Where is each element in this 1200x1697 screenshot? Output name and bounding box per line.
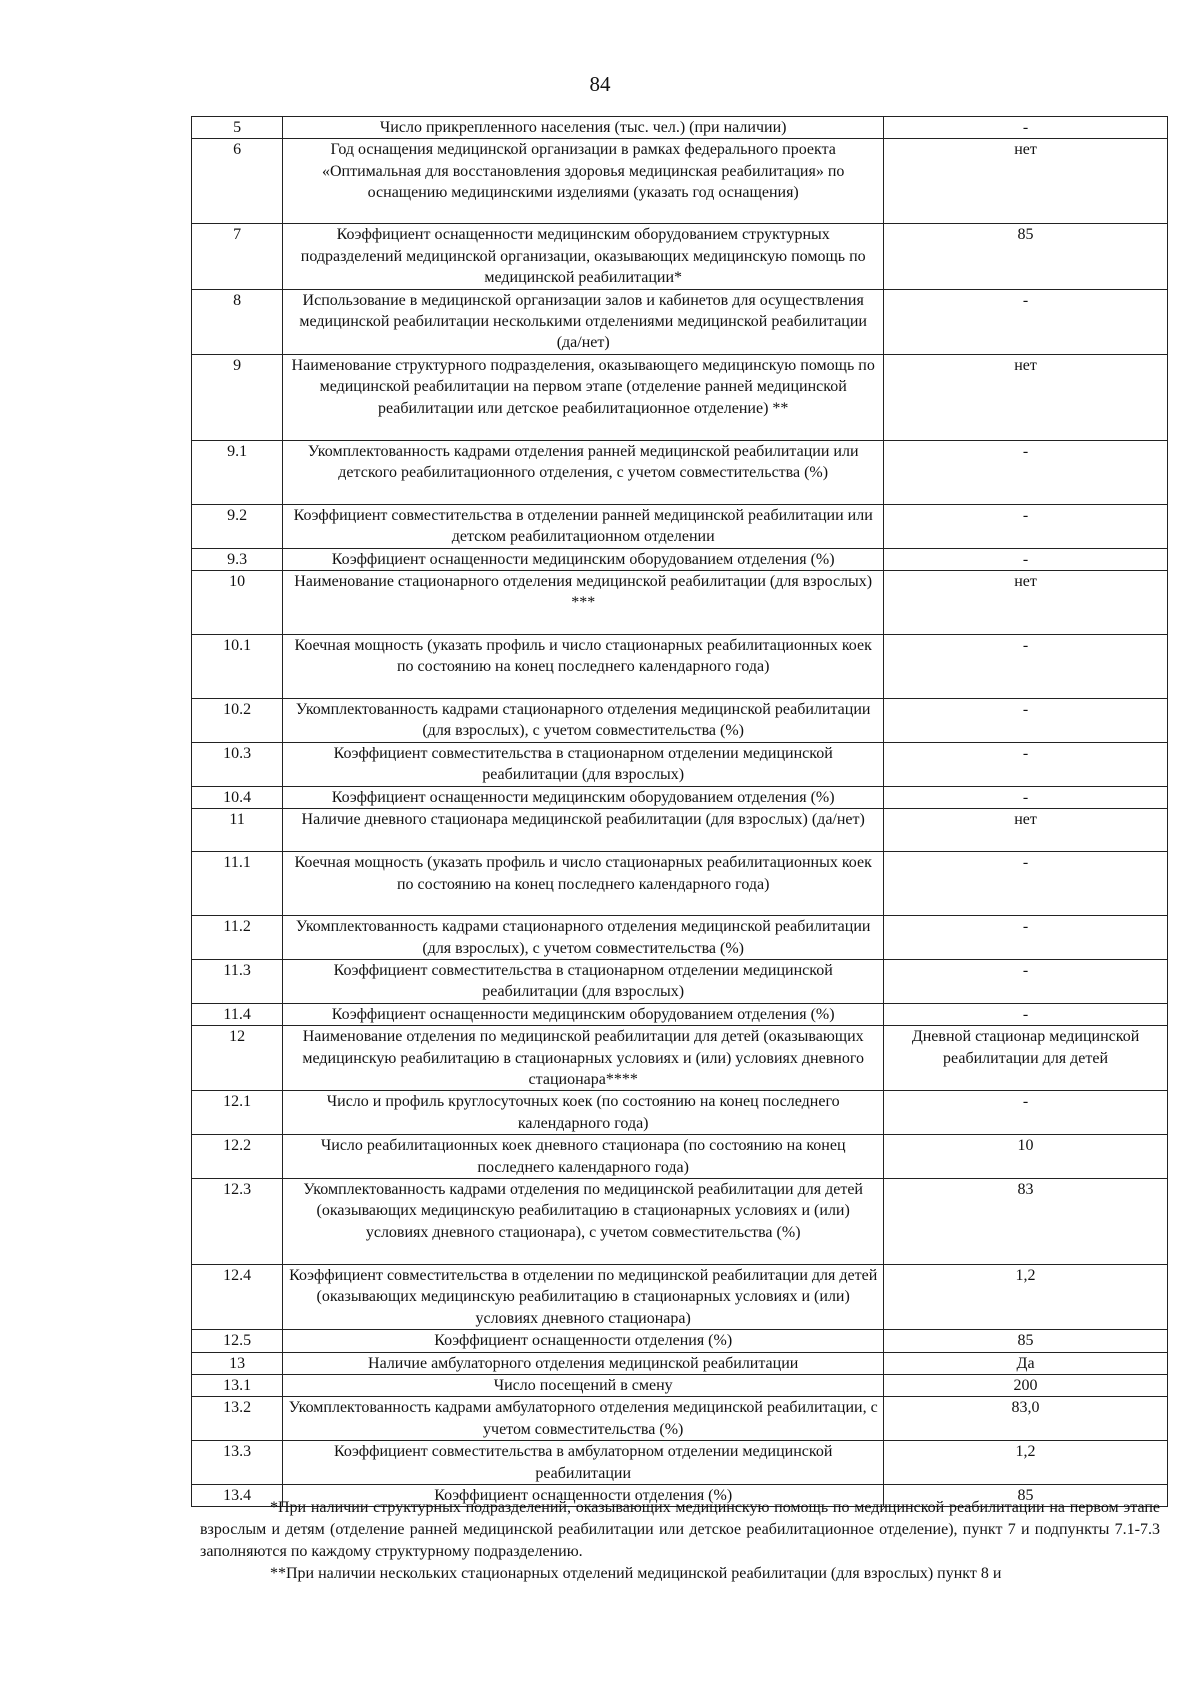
row-description: Коэффициент совместительства в амбулаторном отделении медицинской реабилитации — [283, 1441, 884, 1485]
row-description: Число реабилитационных коек дневного стационара (по состоянию на конец последнего календарного года) — [283, 1135, 884, 1179]
table-row — [192, 1441, 1168, 1485]
footnote-2: **При наличии нескольких стационарных отделений медицинской реабилитации (для взрослых) пункт 8 и — [270, 1565, 1002, 1582]
row-value: 83 — [884, 1178, 1168, 1264]
footnotes — [200, 1497, 1160, 1585]
row-value: - — [884, 635, 1168, 699]
table-row — [192, 289, 1168, 354]
table-row — [192, 1091, 1168, 1135]
row-description: Коэффициент оснащенности медицинским оборудованием структурных подразделений медицинской организации, оказывающих медицинскую помощь по медицинской реабилитации* — [283, 224, 884, 289]
row-number: 12.3 — [192, 1178, 283, 1264]
row-description: Наличие дневного стационара медицинской реабилитации (для взрослых) (да/нет) — [283, 809, 884, 852]
row-description: Коэффициент совместительства в отделении ранней медицинской реабилитации или детском реабилитационном отделении — [283, 504, 884, 548]
row-number: 12 — [192, 1026, 283, 1091]
row-number: 9.2 — [192, 504, 283, 548]
row-value: - — [884, 289, 1168, 354]
row-description: Число прикрепленного населения (тыс. чел.) (при наличии) — [283, 117, 884, 139]
table-row — [192, 786, 1168, 808]
row-description: Коэффициент оснащенности медицинским оборудованием отделения (%) — [283, 548, 884, 570]
table-row — [192, 1375, 1168, 1397]
table-row — [192, 354, 1168, 440]
row-description: Год оснащения медицинской организации в рамках федерального проекта «Оптимальная для восстановления здоровья медицинская реабилитация» по оснащению медицинскими изделиями (указать год оснащения) — [283, 139, 884, 224]
row-number: 9.1 — [192, 440, 283, 504]
table-row — [192, 916, 1168, 960]
row-description: Наименование отделения по медицинской реабилитации для детей (оказывающих медицинскую реабилитацию в стационарных условиях и (или) условиях дневного стационара**** — [283, 1026, 884, 1091]
row-description: Наименование стационарного отделения медицинской реабилитации (для взрослых) *** — [283, 571, 884, 635]
row-description: Коечная мощность (указать профиль и число стационарных реабилитационных коек по состоянию на конец последнего календарного года) — [283, 852, 884, 916]
table-row — [192, 1026, 1168, 1091]
row-value: - — [884, 1003, 1168, 1025]
row-value: нет — [884, 809, 1168, 852]
row-description: Укомплектованность кадрами стационарного отделения медицинской реабилитации (для взрослых), с учетом совместительства (%) — [283, 699, 884, 743]
row-description: Коечная мощность (указать профиль и число стационарных реабилитационных коек по состоянию на конец последнего календарного года) — [283, 635, 884, 699]
row-value: - — [884, 959, 1168, 1003]
row-number: 11.3 — [192, 959, 283, 1003]
row-description: Коэффициент оснащенности медицинским оборудованием отделения (%) — [283, 1003, 884, 1025]
row-value: - — [884, 548, 1168, 570]
table-row — [192, 1264, 1168, 1329]
row-number: 10.2 — [192, 699, 283, 743]
row-description: Коэффициент оснащенности отделения (%) — [283, 1330, 884, 1352]
row-description: Укомплектованность кадрами амбулаторного отделения медицинской реабилитации, с учетом совместительства (%) — [283, 1397, 884, 1441]
row-value: нет — [884, 139, 1168, 224]
row-number: 10.4 — [192, 786, 283, 808]
row-value: 85 — [884, 1485, 1168, 1507]
row-number: 12.1 — [192, 1091, 283, 1135]
row-value: - — [884, 440, 1168, 504]
row-description: Укомплектованность кадрами отделения по медицинской реабилитации для детей (оказывающих медицинскую реабилитацию в стационарных условиях и (или) условиях дневного стационара), с учетом совместительства (%) — [283, 1178, 884, 1264]
row-number: 6 — [192, 139, 283, 224]
table-row — [192, 852, 1168, 916]
table-row — [192, 1352, 1168, 1374]
row-value: - — [884, 504, 1168, 548]
row-number: 10.3 — [192, 742, 283, 786]
table-row — [192, 440, 1168, 504]
row-description: Укомплектованность кадрами отделения ранней медицинской реабилитации или детского реабилитационного отделения, с учетом совместительства (%) — [283, 440, 884, 504]
row-number: 13.2 — [192, 1397, 283, 1441]
table-row — [192, 809, 1168, 852]
row-value: 83,0 — [884, 1397, 1168, 1441]
table-row — [192, 504, 1168, 548]
row-description: Коэффициент совместительства в стационарном отделении медицинской реабилитации (для взрослых) — [283, 959, 884, 1003]
row-value: - — [884, 742, 1168, 786]
row-number: 5 — [192, 117, 283, 139]
row-description: Число и профиль круглосуточных коек (по состоянию на конец последнего календарного года) — [283, 1091, 884, 1135]
row-value: 1,2 — [884, 1264, 1168, 1329]
indicators-table — [191, 116, 1168, 1507]
table-row — [192, 117, 1168, 139]
row-description: Коэффициент совместительства в стационарном отделении медицинской реабилитации (для взрослых) — [283, 742, 884, 786]
row-description: Коэффициент совместительства в отделении по медицинской реабилитации для детей (оказывающих медицинскую реабилитацию в стационарных условиях и (или) условиях дневного стационара) — [283, 1264, 884, 1329]
row-number: 13.3 — [192, 1441, 283, 1485]
row-value: - — [884, 786, 1168, 808]
table-row — [192, 742, 1168, 786]
row-value: - — [884, 117, 1168, 139]
row-description: Коэффициент оснащенности отделения (%) — [283, 1485, 884, 1507]
row-value: 85 — [884, 1330, 1168, 1352]
row-number: 13.4 — [192, 1485, 283, 1507]
row-number: 11.1 — [192, 852, 283, 916]
table-row — [192, 635, 1168, 699]
row-value: - — [884, 699, 1168, 743]
row-value: - — [884, 852, 1168, 916]
row-number: 11 — [192, 809, 283, 852]
row-description: Наименование структурного подразделения, оказывающего медицинскую помощь по медицинской реабилитации на первом этапе (отделение ранней медицинской реабилитации или детское реабилитационное отделение) ** — [283, 354, 884, 440]
table-row — [192, 1135, 1168, 1179]
row-number: 11.4 — [192, 1003, 283, 1025]
table-row — [192, 548, 1168, 570]
row-number: 12.4 — [192, 1264, 283, 1329]
table-row — [192, 1330, 1168, 1352]
row-number: 10.1 — [192, 635, 283, 699]
page-number: 84 — [589, 72, 611, 96]
footnote-1: *При наличии структурных подразделений, оказывающих медицинскую помощь по медицинской реабилитации на первом этапе взрослым и детям (отделение ранней медицинской реабилитации или детское реабилитационное отделение), пункт 7 и подпункты 7.1-7.3 заполняются по каждому структурному подразделению. — [200, 1499, 1160, 1560]
row-value: - — [884, 916, 1168, 960]
row-value: 1,2 — [884, 1441, 1168, 1485]
row-description: Укомплектованность кадрами стационарного отделения медицинской реабилитации (для взрослых), с учетом совместительства (%) — [283, 916, 884, 960]
row-number: 9.3 — [192, 548, 283, 570]
table-row — [192, 571, 1168, 635]
row-number: 8 — [192, 289, 283, 354]
table-row — [192, 224, 1168, 289]
row-number: 13.1 — [192, 1375, 283, 1397]
row-description: Коэффициент оснащенности медицинским оборудованием отделения (%) — [283, 786, 884, 808]
row-number: 12.5 — [192, 1330, 283, 1352]
row-value: Да — [884, 1352, 1168, 1374]
row-value: Дневной стационар медицинской реабилитации для детей — [884, 1026, 1168, 1091]
table-row — [192, 1003, 1168, 1025]
row-description: Число посещений в смену — [283, 1375, 884, 1397]
row-value: нет — [884, 571, 1168, 635]
row-description: Наличие амбулаторного отделения медицинской реабилитации — [283, 1352, 884, 1374]
row-value: 200 — [884, 1375, 1168, 1397]
table-row — [192, 959, 1168, 1003]
table-row — [192, 139, 1168, 224]
row-value: 85 — [884, 224, 1168, 289]
table-row — [192, 1397, 1168, 1441]
row-value: - — [884, 1091, 1168, 1135]
row-value: нет — [884, 354, 1168, 440]
row-number: 9 — [192, 354, 283, 440]
row-number: 10 — [192, 571, 283, 635]
table-row — [192, 1178, 1168, 1264]
row-description: Использование в медицинской организации залов и кабинетов для осуществления медицинской реабилитации несколькими отделениями медицинской реабилитации (да/нет) — [283, 289, 884, 354]
table-row — [192, 699, 1168, 743]
row-number: 13 — [192, 1352, 283, 1374]
row-number: 12.2 — [192, 1135, 283, 1179]
row-number: 7 — [192, 224, 283, 289]
row-value: 10 — [884, 1135, 1168, 1179]
row-number: 11.2 — [192, 916, 283, 960]
